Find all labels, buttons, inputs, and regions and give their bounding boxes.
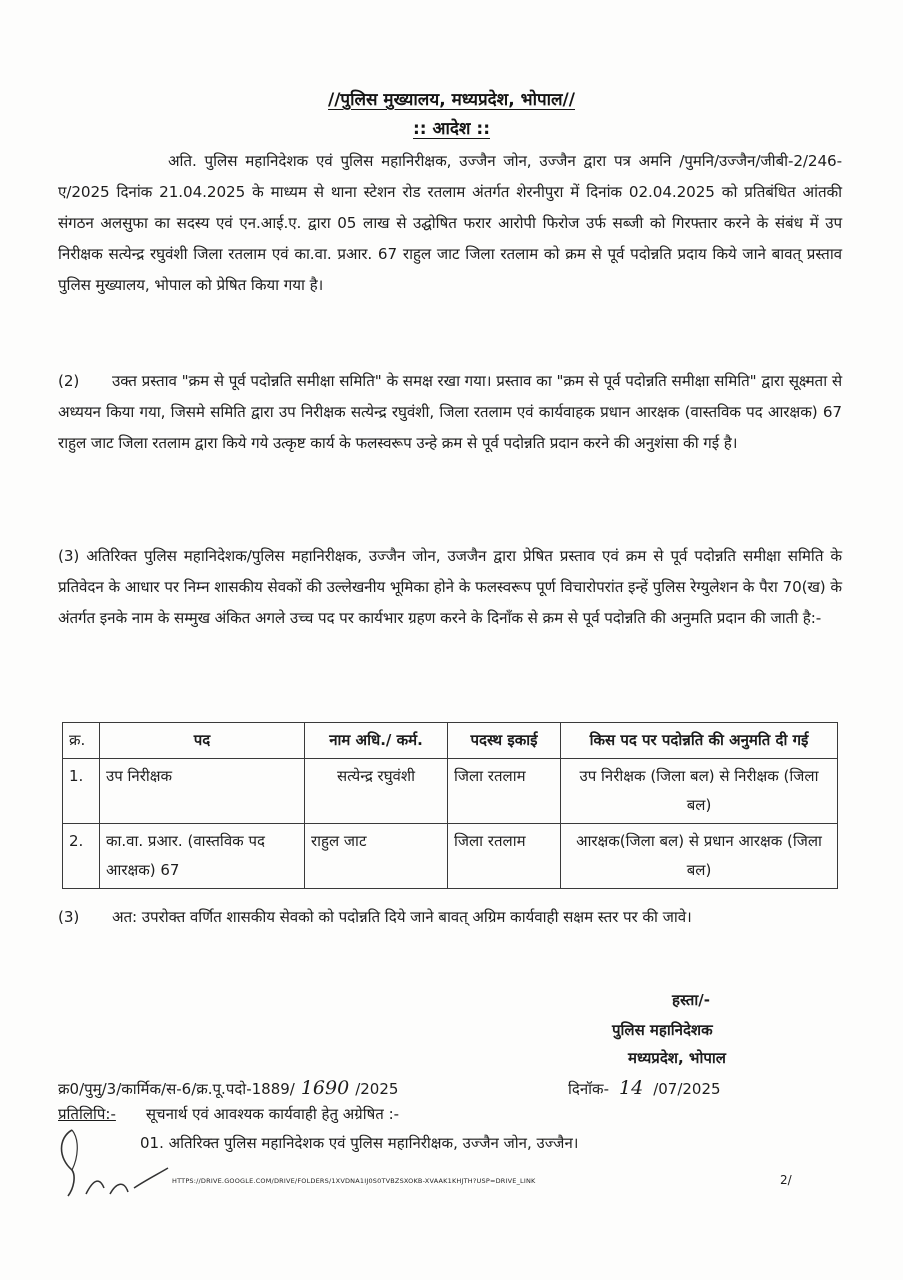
cell-post: का.वा. प्रआर. (वास्तविक पद आरक्षक) 67 xyxy=(100,824,305,889)
cell-name: सत्येन्द्र रघुवंशी xyxy=(305,759,448,824)
order-heading xyxy=(0,116,903,139)
table-row xyxy=(63,759,838,824)
header-name: नाम अधि./ कर्म. xyxy=(305,723,448,759)
header-unit: पदस्थ इकाई xyxy=(448,723,561,759)
paragraph-1-text: अति. पुलिस महानिदेशक एवं पुलिस महानिरीक्षक, उज्जैन जोन, उज्जैन द्वारा पत्र अमनि /पुमनि/उज्जैन/जीबी-2/246-ए/2025 दिनांक 21.04.2025 के माध्यम से थाना स्टेशन रोड रतलाम अंतर्गत शेरनीपुरा में दिनांक 02.04.2025 को प्रतिबंधित आंतकी संगठन अलसुफा का सदस्य एवं एन.आई.ए. द्वारा 05 लाख से उद्घोषित फरार आरोपी फिरोज उर्फ सब्जी को गिरफ्तार करने के संबंध में उप निरीक्षक सत्येन्द्र रघुवंशी जिला रतलाम एवं का.वा. प्रआर. 67 राहुल जाट जिला रतलाम को क्रम से पूर्व पदोन्नति प्रदाय किये जाने बावत् प्रस्ताव पुलिस मुख्यालय, भोपाल को प्रेषित किया गया है। xyxy=(58,152,842,294)
copy-text: सूचनार्थ एवं आवश्यक कार्यवाही हेतु अग्रेषित :- xyxy=(145,1105,400,1123)
page-mark: 2/ xyxy=(780,1173,792,1187)
date-suffix: /07/2025 xyxy=(653,1080,721,1098)
title-text: //पुलिस मुख्यालय, मध्यप्रदेश, भोपाल// xyxy=(328,90,575,110)
paragraph-number: (3) xyxy=(58,547,80,565)
header-promoted-to: किस पद पर पदोन्नति की अनुमति दी गई xyxy=(561,723,838,759)
promotion-table xyxy=(62,722,838,889)
paragraph-number: (2) xyxy=(58,372,80,390)
paragraph-3-text: अतिरिक्त पुलिस महानिदेशक/पुलिस महानिरीक्षक, उज्जैन जोन, उजजैन द्वारा प्रेषित प्रस्ताव एवं क्रम से पूर्व पदोन्नति समीक्षा समिति के प्रतिवेदन के आधार पर निम्न शासकीय सेवकों की उल्लेखनीय भूमिका होने के फलस्वरूप पूर्ण विचारोपरांत इन्हें पुलिस रेग्युलेशन के पैरा 70(ख) के अंतर्गत इनके नाम के सम्मुख अंकित अगले उच्च पद पर कार्यभार ग्रहण करने के दिनाँक से क्रम से पूर्व पदोन्नति की अनुमति प्रदान की जाती है:- xyxy=(58,547,842,627)
document-title xyxy=(0,87,903,110)
paragraph-3 xyxy=(58,541,842,634)
drive-link[interactable]: HTTPS://DRIVE.GOOGLE.COM/DRIVE/FOLDERS/1XVDNA1IJ0S0TVBZSXOKB-XVAAK1KHJTH?USP=DRIVE_LINK xyxy=(172,1177,536,1185)
reference-number xyxy=(58,1077,398,1099)
initials-signature-icon xyxy=(50,1128,170,1198)
reference-suffix: /2025 xyxy=(355,1080,399,1098)
order-heading-text: :: आदेश :: xyxy=(413,119,490,139)
paragraph-number: (3) xyxy=(58,908,80,926)
signatory-location: मध्यप्रदेश, भोपाल xyxy=(628,1049,726,1067)
paragraph-4 xyxy=(58,902,842,933)
cell-unit: जिला रतलाम xyxy=(448,759,561,824)
signatory-designation: पुलिस महानिदेशक xyxy=(612,1021,713,1039)
cell-promoted-to: आरक्षक(जिला बल) से प्रधान आरक्षक (जिला बल) xyxy=(561,824,838,889)
cell-name: राहुल जाट xyxy=(305,824,448,889)
table-header-row xyxy=(63,723,838,759)
copy-recipient: 01. अतिरिक्त पुलिस महानिदेशक एवं पुलिस महानिरीक्षक, उज्जैन जोन, उज्जैन। xyxy=(140,1134,579,1152)
reference-prefix: क्र0/पुमु/3/कार्मिक/स-6/क्र.पू.पदो-1889/ xyxy=(58,1080,295,1098)
table-row xyxy=(63,824,838,889)
reference-date xyxy=(568,1077,721,1099)
paragraph-2 xyxy=(58,366,842,459)
header-serial: क्र. xyxy=(63,723,100,759)
handwritten-number: 1690 xyxy=(300,1077,350,1099)
cell-post: उप निरीक्षक xyxy=(100,759,305,824)
cell-promoted-to: उप निरीक्षक (जिला बल) से निरीक्षक (जिला बल) xyxy=(561,759,838,824)
paragraph-1 xyxy=(58,146,842,301)
signature-mark: हस्ता/- xyxy=(672,991,710,1009)
cell-serial: 2. xyxy=(63,824,100,889)
copy-to xyxy=(58,1104,399,1124)
handwritten-day: 14 xyxy=(619,1077,644,1099)
paragraph-4-text: अत: उपरोक्त वर्णित शासकीय सेवको को पदोन्नति दिये जाने बावत् अग्रिम कार्यवाही सक्षम स्तर पर की जावे। xyxy=(112,908,692,926)
header-post: पद xyxy=(100,723,305,759)
copy-label: प्रतिलिपि:- xyxy=(58,1105,116,1123)
paragraph-2-text: उक्त प्रस्ताव "क्रम से पूर्व पदोन्नति समीक्षा समिति" के समक्ष रखा गया। प्रस्ताव का "क्रम से पूर्व पदोन्नति समीक्षा समिति" द्वारा सूक्ष्मता से अध्ययन किया गया, जिसमे समिति द्वारा उप निरीक्षक सत्येन्द्र रघुवंशी, जिला रतलाम एवं कार्यवाहक प्रधान आरक्षक (वास्तविक पद आरक्षक) 67 राहुल जाट जिला रतलाम द्वारा किये गये उत्कृष्ट कार्य के फलस्वरूप उन्हे क्रम से पूर्व पदोन्नति प्रदान करने की अनुशंसा की गई है। xyxy=(58,372,842,452)
cell-serial: 1. xyxy=(63,759,100,824)
cell-unit: जिला रतलाम xyxy=(448,824,561,889)
date-label: दिनॉक- xyxy=(568,1080,609,1098)
